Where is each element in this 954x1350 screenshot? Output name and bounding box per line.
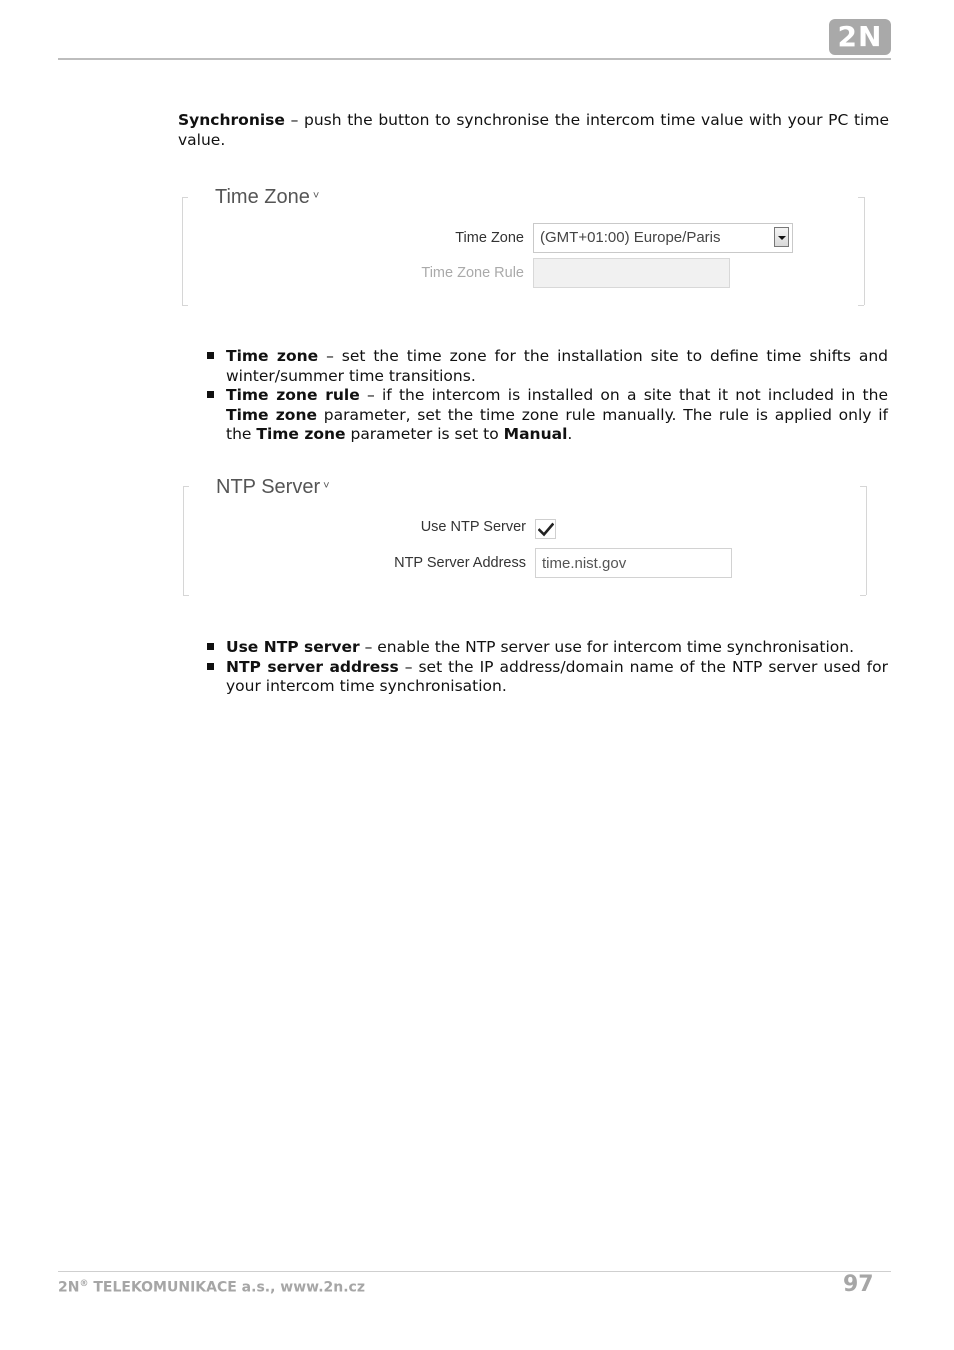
ntp-server-address-input[interactable]: time.nist.gov [535,548,732,578]
chevron-down-icon: ˅ [312,190,320,202]
time-zone-select[interactable] [533,223,793,253]
time-zone-bullet-list [205,347,888,445]
list-item: Time zone – set the time zone for the installation site to define time shifts and winter/summer time transitions. [205,347,888,386]
footer-divider [58,1271,891,1272]
use-ntp-server-checkbox[interactable] [535,519,556,539]
time-zone-rule-input[interactable] [533,258,730,288]
time-zone-section-title[interactable]: Time Zone ˅ [215,186,320,208]
list-item: Use NTP server – enable the NTP server use for intercom time synchronisation. [205,638,888,658]
brand-logo: 2N [829,19,891,55]
ntp-server-address-label: NTP Server Address [394,555,526,571]
ntp-server-section-title[interactable]: NTP Server ˅ [216,476,330,498]
list-item: NTP server address – set the IP address/domain name of the NTP server used for your intercom time synchronisation. [205,658,888,697]
time-zone-value: (GMT+01:00) Europe/Paris [540,229,721,246]
intro-term: Synchronise [178,111,285,129]
page-number: 97 [843,1272,874,1297]
checkmark-icon [538,522,554,537]
use-ntp-server-label: Use NTP Server [420,519,526,535]
intro-paragraph [178,111,889,150]
footer-company: 2N® TELEKOMUNIKACE a.s., www.2n.cz [58,1279,365,1296]
intro-text: – push the button to synchronise the intercom time value with your PC time value. [178,111,889,149]
chevron-down-icon: ˅ [323,480,330,492]
header-divider [58,58,891,60]
dropdown-arrow-icon[interactable] [774,227,789,247]
time-zone-rule-label: Time Zone Rule [421,265,524,281]
time-zone-label: Time Zone [455,230,524,246]
ntp-bullet-list [205,638,888,697]
list-item: Time zone rule – if the intercom is installed on a site that it not included in the Time zone parameter, set the time zone rule manually. The rule is applied only if the Time zone parameter is set to Manual. [205,386,888,445]
